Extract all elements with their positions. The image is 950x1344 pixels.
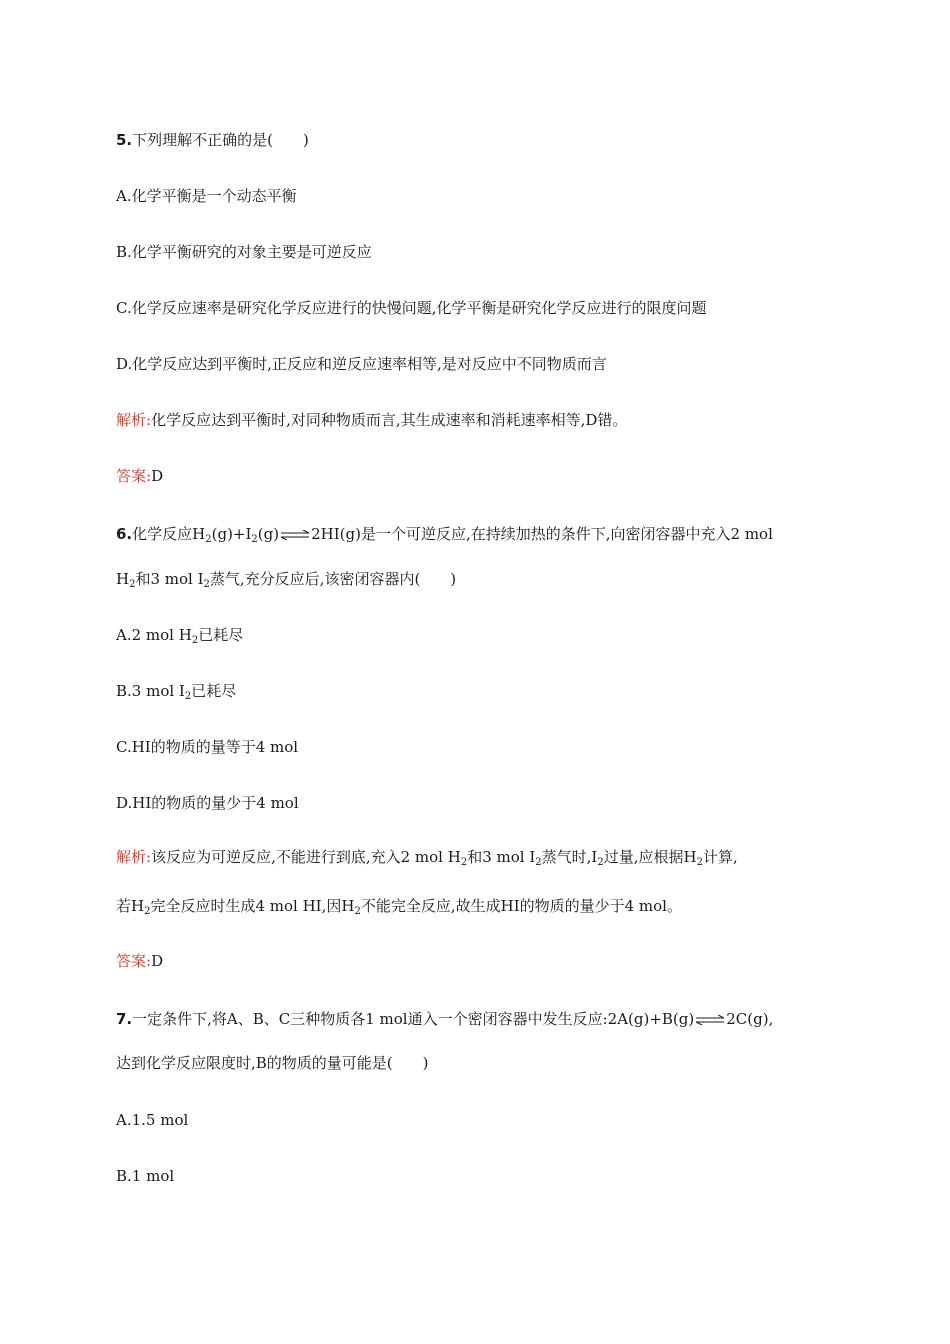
q6-analysis-line2: 若$H_2$完全反应时生成4 mol HI,因$H_2$不能完全反应,故生成HI的物质的量少于4 mol。 (116, 897, 682, 917)
q5-stem-text: 下列理解不正确的是( (132, 131, 273, 149)
q5-option-b: B.化学平衡研究的对象主要是可逆反应 (116, 243, 372, 261)
q6-number: 6. (116, 525, 133, 543)
q5-answer-label: 答案: (116, 467, 152, 485)
q5-answer-value: D (151, 467, 164, 485)
q5-analysis-label: 解析: (116, 411, 152, 429)
q5-analysis (116, 410, 627, 430)
equilibrium-arrow-icon (695, 1015, 725, 1025)
q5-option-d: D.化学反应达到平衡时,正反应和逆反应速率相等,是对反应中不同物质而言 (116, 355, 607, 373)
q6-answer (116, 951, 163, 971)
q5-answer (116, 466, 163, 486)
q6-answer-value: D (151, 952, 164, 970)
q7-option-b: B.1 mol (116, 1167, 175, 1185)
q5-option-c: C.化学反应速率是研究化学反应进行的快慢问题,化学平衡是研究化学反应进行的限度问题 (116, 299, 707, 317)
q6-stem-line2: $H_2$和3 mol $I_2$蒸气,充分反应后,该密闭容器内( ) (116, 570, 457, 590)
q5-stem: 5.下列理解不正确的是( ) (116, 131, 309, 149)
q6-option-d: D.HI的物质的量少于4 mol (116, 794, 299, 812)
equilibrium-arrow-icon (280, 530, 310, 540)
q6-option-b: B.3 mol $I_2$已耗尽 (116, 682, 237, 702)
q6-option-a: A.2 mol $H_2$已耗尽 (116, 626, 244, 646)
q7-option-a: A.1.5 mol (116, 1111, 189, 1129)
q6-option-c: C.HI的物质的量等于4 mol (116, 738, 299, 756)
q6-analysis-label: 解析: (116, 848, 152, 866)
q7-stem-line2: 达到化学反应限度时,B的物质的量可能是( ) (116, 1054, 429, 1072)
q5-number: 5. (116, 131, 133, 149)
q5-option-a: A.化学平衡是一个动态平衡 (116, 187, 297, 205)
q6-analysis-line1: 解析:该反应为可逆反应,不能进行到底,充入2 mol $H_2$和3 mol $I_2$蒸气时$,I_2$过量,应根据$H_2$计算, (116, 848, 738, 868)
q7-stem-line1: 7.一定条件下,将A、B、C三种物质各1 mol通入一个密闭容器中发生反应:2A(g)+B(g) 2C(g), (116, 1010, 774, 1028)
q5-analysis-text: 化学反应达到平衡时,对同种物质而言,其生成速率和消耗速率相等,D错。 (151, 411, 628, 429)
q6-answer-label: 答案: (116, 952, 152, 970)
q6-stem-line1: 6.化学反应$H_2(g)+I_2(g)$ 2HI(g)是一个可逆反应,在持续加热的条件下,向密闭容器中充入2 mol (116, 525, 773, 545)
q7-number: 7. (116, 1010, 133, 1028)
